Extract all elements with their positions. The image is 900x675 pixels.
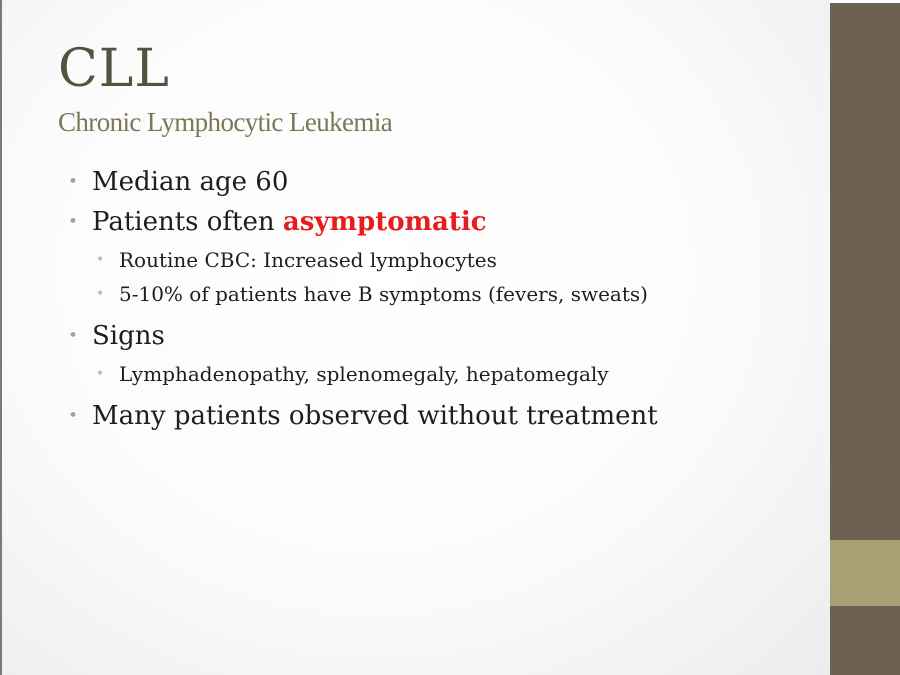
slide-title: CLL	[58, 39, 170, 99]
sub-list-container	[68, 357, 658, 397]
side-accent-block	[830, 540, 900, 606]
bullet-dot-icon: •	[68, 172, 79, 192]
sub-bullet-dot-icon: •	[96, 366, 105, 382]
bullet-text: Patients often	[92, 207, 283, 237]
sub-bullet-text: Routine CBC: Increased lymphocytes	[119, 248, 497, 272]
side-bar-top-line	[830, 0, 900, 3]
slide-subtitle: Chronic Lymphocytic Leukemia	[58, 107, 393, 137]
bullet-text: Signs	[92, 321, 165, 351]
bullet-dot-icon: •	[68, 406, 79, 426]
bullet-signs	[68, 317, 658, 356]
sub-bullet-b-symptoms	[96, 277, 658, 311]
bullet-asymptomatic	[68, 203, 658, 242]
sub-list-container	[68, 243, 658, 317]
sub-bullet-text: Lymphadenopathy, splenomegaly, hepatomegaly	[119, 362, 609, 386]
bullet-list	[68, 163, 658, 437]
sub-bullet-routine-cbc	[96, 243, 658, 277]
bullet-dot-icon: •	[68, 326, 79, 346]
bullet-median-age	[68, 163, 658, 202]
bullet-dot-icon: •	[68, 212, 79, 232]
emphasis-text: asymptomatic	[282, 207, 487, 237]
bullet-observation	[68, 397, 658, 436]
sub-bullet-dot-icon: •	[96, 286, 105, 302]
sub-bullet-list	[68, 243, 658, 317]
bullet-text: Many patients observed without treatment	[92, 401, 658, 431]
bullet-text: Median age 60	[92, 167, 289, 197]
sub-bullet-dot-icon: •	[96, 252, 105, 268]
side-bar	[830, 0, 900, 675]
sub-bullet-signs-detail	[96, 357, 658, 391]
sub-bullet-text: 5-10% of patients have B symptoms (fevers, sweats)	[119, 282, 648, 306]
sub-bullet-list	[68, 357, 658, 397]
